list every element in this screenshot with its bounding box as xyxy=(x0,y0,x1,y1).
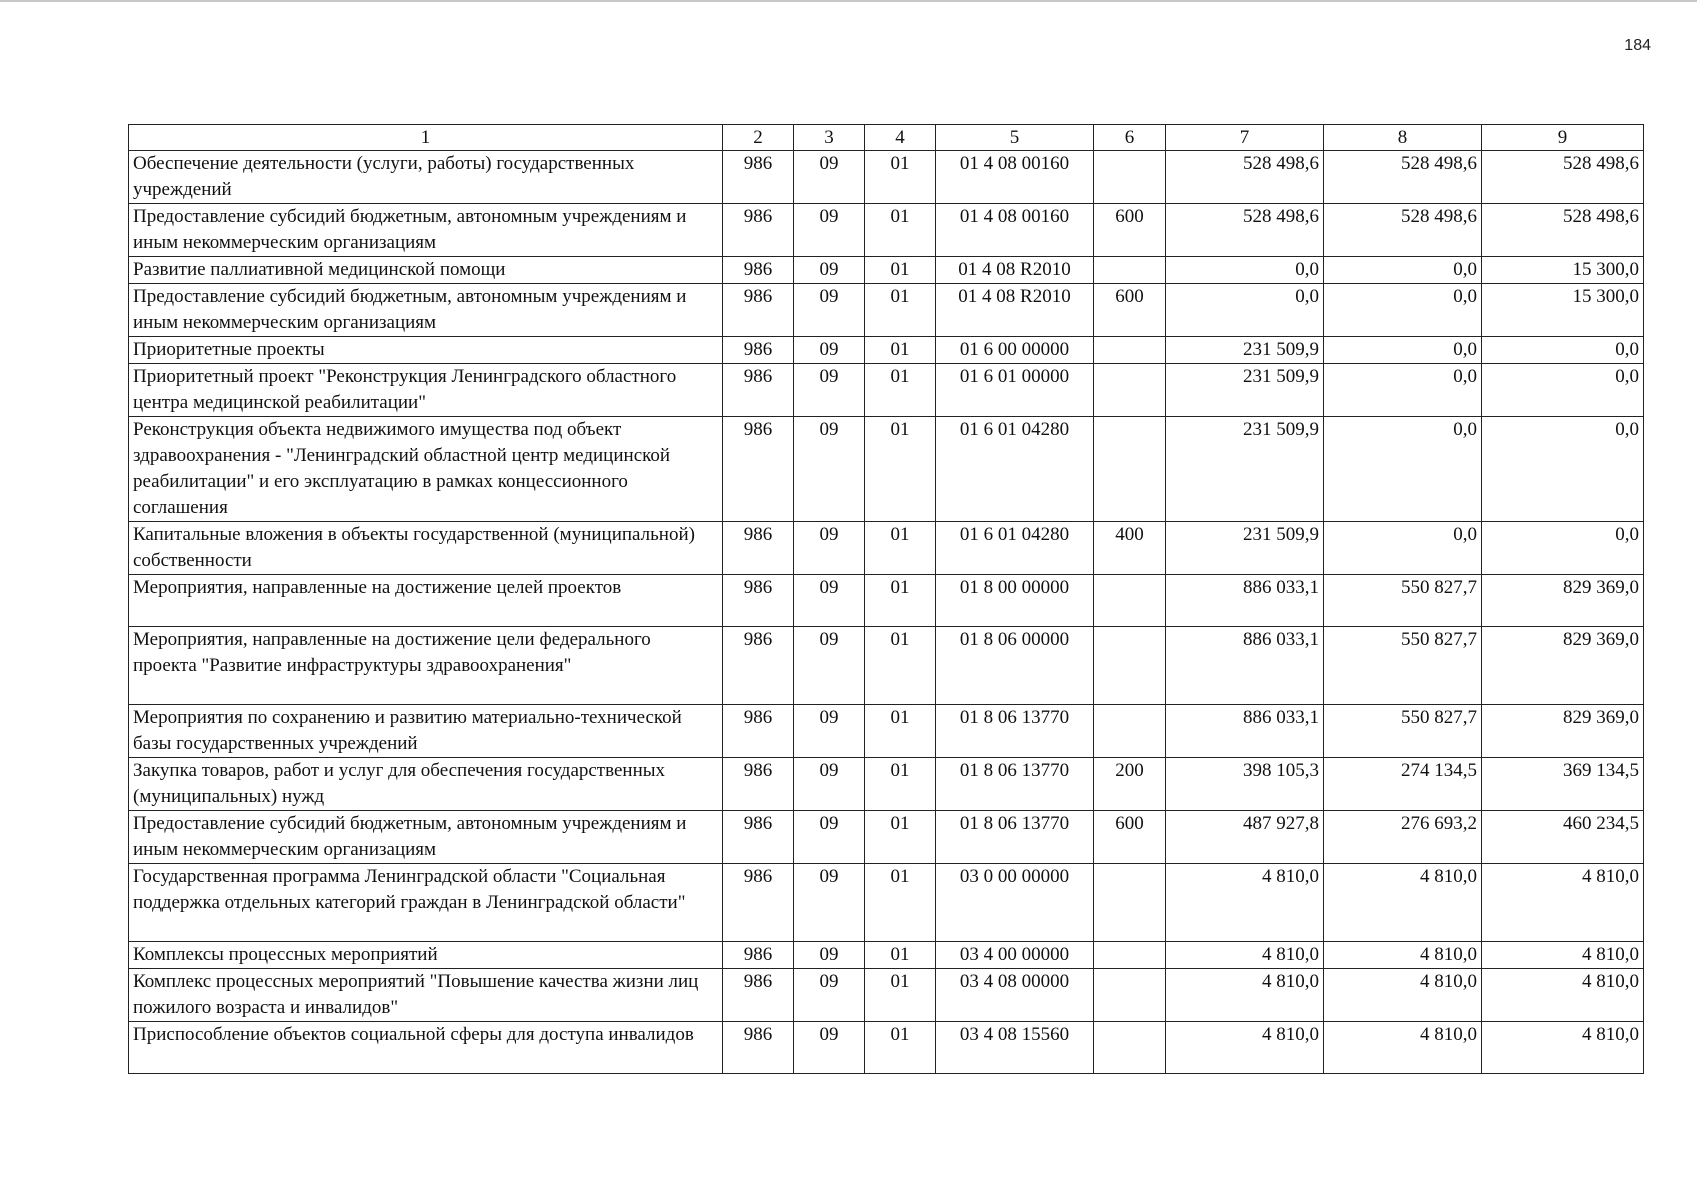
section-code-cell: 09 xyxy=(794,364,865,417)
expense-type-cell xyxy=(1094,257,1166,284)
amount-col8-cell: 528 498,6 xyxy=(1324,204,1482,257)
section-code-cell: 09 xyxy=(794,151,865,204)
row-name-cell: Государственная программа Ленинградской области "Социальная поддержка отдельных категорий граждан в Ленинградской области" xyxy=(129,864,723,942)
grbs-code-cell: 986 xyxy=(723,705,794,758)
row-name-cell: Развитие паллиативной медицинской помощи xyxy=(129,257,723,284)
header-cell: 2 xyxy=(723,125,794,151)
table-row xyxy=(129,151,1644,204)
grbs-code-cell: 986 xyxy=(723,758,794,811)
amount-col9-cell: 528 498,6 xyxy=(1482,204,1644,257)
target-article-cell: 03 0 00 00000 xyxy=(936,864,1094,942)
row-name-cell: Капитальные вложения в объекты государственной (муниципальной) собственности xyxy=(129,522,723,575)
grbs-code-cell: 986 xyxy=(723,864,794,942)
section-code-cell: 09 xyxy=(794,969,865,1022)
grbs-code-cell: 986 xyxy=(723,151,794,204)
amount-col8-cell: 0,0 xyxy=(1324,257,1482,284)
amount-col7-cell: 528 498,6 xyxy=(1166,151,1324,204)
amount-col9-cell: 0,0 xyxy=(1482,522,1644,575)
amount-col7-cell: 4 810,0 xyxy=(1166,1022,1324,1074)
row-name-cell: Обеспечение деятельности (услуги, работы) государственных учреждений xyxy=(129,151,723,204)
table-row xyxy=(129,522,1644,575)
amount-col7-cell: 4 810,0 xyxy=(1166,864,1324,942)
header-cell: 6 xyxy=(1094,125,1166,151)
grbs-code-cell: 986 xyxy=(723,284,794,337)
subsection-code-cell: 01 xyxy=(865,758,936,811)
section-code-cell: 09 xyxy=(794,575,865,627)
expense-type-cell xyxy=(1094,151,1166,204)
grbs-code-cell: 986 xyxy=(723,969,794,1022)
subsection-code-cell: 01 xyxy=(865,151,936,204)
grbs-code-cell: 986 xyxy=(723,204,794,257)
table-row xyxy=(129,575,1644,627)
target-article-cell: 01 8 06 13770 xyxy=(936,758,1094,811)
header-row xyxy=(129,125,1644,151)
target-article-cell: 01 4 08 00160 xyxy=(936,204,1094,257)
amount-col7-cell: 886 033,1 xyxy=(1166,705,1324,758)
expense-type-cell xyxy=(1094,575,1166,627)
amount-col7-cell: 487 927,8 xyxy=(1166,811,1324,864)
expense-type-cell: 600 xyxy=(1094,811,1166,864)
amount-col8-cell: 550 827,7 xyxy=(1324,575,1482,627)
target-article-cell: 01 6 01 04280 xyxy=(936,522,1094,575)
amount-col9-cell: 528 498,6 xyxy=(1482,151,1644,204)
amount-col8-cell: 0,0 xyxy=(1324,417,1482,522)
row-name-cell: Комплекс процессных мероприятий "Повышение качества жизни лиц пожилого возраста и инвалидов" xyxy=(129,969,723,1022)
subsection-code-cell: 01 xyxy=(865,204,936,257)
expense-type-cell xyxy=(1094,627,1166,705)
amount-col8-cell: 4 810,0 xyxy=(1324,942,1482,969)
table-row xyxy=(129,364,1644,417)
subsection-code-cell: 01 xyxy=(865,1022,936,1074)
amount-col7-cell: 0,0 xyxy=(1166,284,1324,337)
row-name-cell: Комплексы процессных мероприятий xyxy=(129,942,723,969)
amount-col9-cell: 829 369,0 xyxy=(1482,575,1644,627)
amount-col9-cell: 460 234,5 xyxy=(1482,811,1644,864)
amount-col9-cell: 4 810,0 xyxy=(1482,969,1644,1022)
target-article-cell: 01 8 06 00000 xyxy=(936,627,1094,705)
table-row xyxy=(129,257,1644,284)
subsection-code-cell: 01 xyxy=(865,575,936,627)
amount-col9-cell: 4 810,0 xyxy=(1482,942,1644,969)
amount-col9-cell: 829 369,0 xyxy=(1482,705,1644,758)
subsection-code-cell: 01 xyxy=(865,257,936,284)
grbs-code-cell: 986 xyxy=(723,1022,794,1074)
section-code-cell: 09 xyxy=(794,337,865,364)
expense-type-cell: 400 xyxy=(1094,522,1166,575)
expense-type-cell xyxy=(1094,864,1166,942)
amount-col7-cell: 4 810,0 xyxy=(1166,942,1324,969)
amount-col7-cell: 231 509,9 xyxy=(1166,364,1324,417)
subsection-code-cell: 01 xyxy=(865,969,936,1022)
amount-col7-cell: 231 509,9 xyxy=(1166,522,1324,575)
table-row xyxy=(129,758,1644,811)
subsection-code-cell: 01 xyxy=(865,337,936,364)
target-article-cell: 03 4 00 00000 xyxy=(936,942,1094,969)
target-article-cell: 03 4 08 00000 xyxy=(936,969,1094,1022)
table-row xyxy=(129,337,1644,364)
amount-col9-cell: 0,0 xyxy=(1482,417,1644,522)
header-cell: 8 xyxy=(1324,125,1482,151)
amount-col9-cell: 0,0 xyxy=(1482,364,1644,417)
row-name-cell: Закупка товаров, работ и услуг для обеспечения государственных (муниципальных) нужд xyxy=(129,758,723,811)
row-name-cell: Мероприятия, направленные на достижение целей проектов xyxy=(129,575,723,627)
amount-col9-cell: 4 810,0 xyxy=(1482,1022,1644,1074)
table-row xyxy=(129,969,1644,1022)
row-name-cell: Приоритетный проект "Реконструкция Ленинградского областного центра медицинской реабилитации" xyxy=(129,364,723,417)
grbs-code-cell: 986 xyxy=(723,364,794,417)
subsection-code-cell: 01 xyxy=(865,284,936,337)
expense-type-cell xyxy=(1094,969,1166,1022)
section-code-cell: 09 xyxy=(794,417,865,522)
target-article-cell: 01 4 08 R2010 xyxy=(936,284,1094,337)
row-name-cell: Предоставление субсидий бюджетным, автономным учреждениям и иным некоммерческим организациям xyxy=(129,204,723,257)
target-article-cell: 01 8 06 13770 xyxy=(936,811,1094,864)
row-name-cell: Предоставление субсидий бюджетным, автономным учреждениям и иным некоммерческим организациям xyxy=(129,811,723,864)
target-article-cell: 01 6 00 00000 xyxy=(936,337,1094,364)
section-code-cell: 09 xyxy=(794,811,865,864)
table-row xyxy=(129,204,1644,257)
amount-col8-cell: 550 827,7 xyxy=(1324,627,1482,705)
section-code-cell: 09 xyxy=(794,204,865,257)
header-cell: 3 xyxy=(794,125,865,151)
header-cell: 1 xyxy=(129,125,723,151)
amount-col8-cell: 4 810,0 xyxy=(1324,864,1482,942)
row-name-cell: Приоритетные проекты xyxy=(129,337,723,364)
header-cell: 4 xyxy=(865,125,936,151)
subsection-code-cell: 01 xyxy=(865,417,936,522)
expense-type-cell xyxy=(1094,337,1166,364)
row-name-cell: Мероприятия, направленные на достижение цели федерального проекта "Развитие инфраструктуры здравоохранения" xyxy=(129,627,723,705)
row-name-cell: Предоставление субсидий бюджетным, автономным учреждениям и иным некоммерческим организациям xyxy=(129,284,723,337)
table-row xyxy=(129,942,1644,969)
amount-col7-cell: 4 810,0 xyxy=(1166,969,1324,1022)
amount-col8-cell: 550 827,7 xyxy=(1324,705,1482,758)
target-article-cell: 01 6 01 00000 xyxy=(936,364,1094,417)
amount-col7-cell: 528 498,6 xyxy=(1166,204,1324,257)
section-code-cell: 09 xyxy=(794,257,865,284)
target-article-cell: 03 4 08 15560 xyxy=(936,1022,1094,1074)
amount-col8-cell: 276 693,2 xyxy=(1324,811,1482,864)
section-code-cell: 09 xyxy=(794,1022,865,1074)
grbs-code-cell: 986 xyxy=(723,627,794,705)
amount-col8-cell: 274 134,5 xyxy=(1324,758,1482,811)
amount-col7-cell: 886 033,1 xyxy=(1166,627,1324,705)
header-cell: 5 xyxy=(936,125,1094,151)
table-row xyxy=(129,864,1644,942)
section-code-cell: 09 xyxy=(794,284,865,337)
amount-col9-cell: 15 300,0 xyxy=(1482,257,1644,284)
expense-type-cell: 200 xyxy=(1094,758,1166,811)
grbs-code-cell: 986 xyxy=(723,337,794,364)
scan-top-edge xyxy=(0,0,1697,2)
amount-col9-cell: 369 134,5 xyxy=(1482,758,1644,811)
target-article-cell: 01 4 08 00160 xyxy=(936,151,1094,204)
subsection-code-cell: 01 xyxy=(865,627,936,705)
expense-type-cell: 600 xyxy=(1094,284,1166,337)
budget-table xyxy=(128,124,1644,1074)
section-code-cell: 09 xyxy=(794,864,865,942)
target-article-cell: 01 8 00 00000 xyxy=(936,575,1094,627)
table-row xyxy=(129,811,1644,864)
expense-type-cell xyxy=(1094,942,1166,969)
expense-type-cell xyxy=(1094,705,1166,758)
subsection-code-cell: 01 xyxy=(865,522,936,575)
amount-col9-cell: 4 810,0 xyxy=(1482,864,1644,942)
grbs-code-cell: 986 xyxy=(723,942,794,969)
expense-type-cell xyxy=(1094,364,1166,417)
amount-col8-cell: 0,0 xyxy=(1324,364,1482,417)
section-code-cell: 09 xyxy=(794,758,865,811)
row-name-cell: Реконструкция объекта недвижимого имущества под объект здравоохранения - "Ленинградский областной центр медицинской реабилитации" и его эксплуатацию в рамках концессионного соглашения xyxy=(129,417,723,522)
table-row xyxy=(129,705,1644,758)
amount-col7-cell: 0,0 xyxy=(1166,257,1324,284)
amount-col8-cell: 0,0 xyxy=(1324,522,1482,575)
amount-col9-cell: 15 300,0 xyxy=(1482,284,1644,337)
amount-col8-cell: 4 810,0 xyxy=(1324,1022,1482,1074)
table-row xyxy=(129,284,1644,337)
amount-col7-cell: 886 033,1 xyxy=(1166,575,1324,627)
grbs-code-cell: 986 xyxy=(723,417,794,522)
row-name-cell: Мероприятия по сохранению и развитию материально-технической базы государственных учреждений xyxy=(129,705,723,758)
header-cell: 7 xyxy=(1166,125,1324,151)
grbs-code-cell: 986 xyxy=(723,522,794,575)
subsection-code-cell: 01 xyxy=(865,364,936,417)
amount-col9-cell: 829 369,0 xyxy=(1482,627,1644,705)
subsection-code-cell: 01 xyxy=(865,811,936,864)
table-row xyxy=(129,1022,1644,1074)
amount-col8-cell: 0,0 xyxy=(1324,337,1482,364)
page-number: 184 xyxy=(1624,37,1651,54)
header-cell: 9 xyxy=(1482,125,1644,151)
table-row xyxy=(129,417,1644,522)
section-code-cell: 09 xyxy=(794,522,865,575)
expense-type-cell: 600 xyxy=(1094,204,1166,257)
section-code-cell: 09 xyxy=(794,705,865,758)
target-article-cell: 01 8 06 13770 xyxy=(936,705,1094,758)
section-code-cell: 09 xyxy=(794,942,865,969)
grbs-code-cell: 986 xyxy=(723,811,794,864)
target-article-cell: 01 4 08 R2010 xyxy=(936,257,1094,284)
subsection-code-cell: 01 xyxy=(865,864,936,942)
expense-type-cell xyxy=(1094,417,1166,522)
amount-col9-cell: 0,0 xyxy=(1482,337,1644,364)
amount-col8-cell: 0,0 xyxy=(1324,284,1482,337)
table-row xyxy=(129,627,1644,705)
target-article-cell: 01 6 01 04280 xyxy=(936,417,1094,522)
amount-col8-cell: 4 810,0 xyxy=(1324,969,1482,1022)
expense-type-cell xyxy=(1094,1022,1166,1074)
amount-col7-cell: 231 509,9 xyxy=(1166,417,1324,522)
amount-col7-cell: 398 105,3 xyxy=(1166,758,1324,811)
grbs-code-cell: 986 xyxy=(723,575,794,627)
grbs-code-cell: 986 xyxy=(723,257,794,284)
amount-col8-cell: 528 498,6 xyxy=(1324,151,1482,204)
row-name-cell: Приспособление объектов социальной сферы для доступа инвалидов xyxy=(129,1022,723,1074)
amount-col7-cell: 231 509,9 xyxy=(1166,337,1324,364)
subsection-code-cell: 01 xyxy=(865,705,936,758)
subsection-code-cell: 01 xyxy=(865,942,936,969)
section-code-cell: 09 xyxy=(794,627,865,705)
